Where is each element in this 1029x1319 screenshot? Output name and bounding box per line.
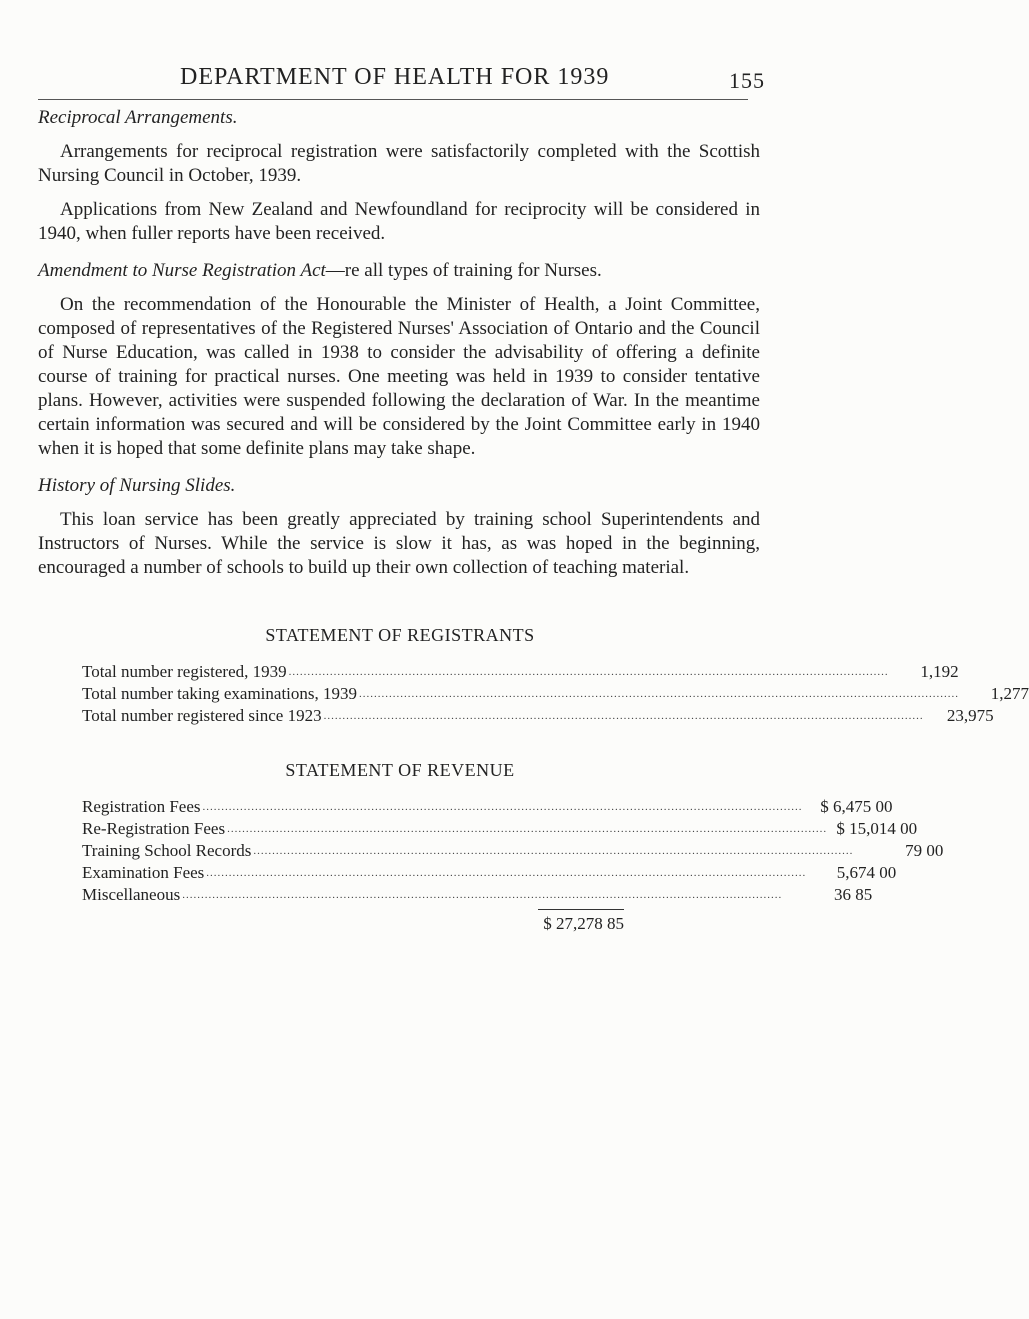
heading-amendment-line <box>38 259 760 283</box>
row-label: Total number registered since 1923 <box>82 706 322 725</box>
para-reciprocal-1: Arrangements for reciprocal registration were satisfactorily completed with the Scottish Nursing Council in October, 1939. <box>38 141 760 186</box>
header-rule <box>38 99 748 100</box>
row-label: Examination Fees <box>82 863 205 882</box>
row-value: $ 15,014 00 <box>836 819 918 838</box>
row-value: 1,277 <box>990 684 1029 703</box>
row-value: 36 85 <box>833 885 873 904</box>
page-number: 155 <box>729 68 765 93</box>
row-label: Total number taking examinations, 1939 <box>82 684 358 703</box>
revenue-row: Registration Fees ................................................................................................................................................................ $ 6,475 00 <box>82 797 893 816</box>
revenue-row: Miscellaneous ................................................................................................................................................................ 36 85 <box>82 885 873 904</box>
para-reciprocal-2: Applications from New Zealand and Newfoundland for reciprocity will be considered in 1940, when fuller reports have been received. <box>38 199 760 244</box>
row-label: Re-Registration Fees <box>82 819 226 838</box>
row-label: Total number registered, 1939 <box>82 662 287 681</box>
heading-amendment: Amendment to Nurse Registration Act <box>38 260 326 281</box>
para-slides: This loan service has been greatly appreciated by training school Superintendents and Instructors of Nurses. While the service is slow it has, as was hoped in the beginning, encouraged a number of schools to build up their own collection of teaching material. <box>38 509 760 578</box>
row-label: Training School Records <box>82 841 252 860</box>
row-value: 79 00 <box>905 841 944 860</box>
revenue-row: Training School Records ................................................................................................................................................................ 79 00 <box>82 841 944 860</box>
body-text <box>38 106 760 580</box>
revenue-total: $ 27,278 85 <box>543 914 624 933</box>
row-value: 1,192 <box>920 662 959 681</box>
registrants-row: Total number registered since 1923 ................................................................................................................................................................ 23,975 <box>82 706 994 725</box>
registrants-table <box>82 661 1029 727</box>
heading-reciprocal: Reciprocal Arrangements. <box>38 107 238 128</box>
row-value: 5,674 00 <box>836 863 897 882</box>
heading-amendment-suffix: —re all types of training for Nurses. <box>325 260 602 281</box>
row-value: 23,975 <box>946 706 994 725</box>
total-rule <box>538 909 624 910</box>
revenue-row: Re-Registration Fees ................................................................................................................................................................ $ 15,014 00 <box>82 819 918 838</box>
running-title: DEPARTMENT OF HEALTH FOR 1939 <box>180 64 610 90</box>
revenue-table <box>82 796 944 906</box>
revenue-row: Examination Fees ................................................................................................................................................................ 5,674 00 <box>82 863 897 882</box>
revenue-title: STATEMENT OF REVENUE <box>285 760 515 780</box>
row-label: Miscellaneous <box>82 885 181 904</box>
registrants-row: Total number registered, 1939 ................................................................................................................................................................ 1,192 <box>82 662 959 681</box>
row-value: $ 6,475 00 <box>820 797 893 816</box>
row-label: Registration Fees <box>82 797 201 816</box>
registrants-row: Total number taking examinations, 1939 ................................................................................................................................................................ 1,277 <box>82 684 1029 703</box>
registrants-title: STATEMENT OF REGISTRANTS <box>265 625 535 645</box>
para-amendment: On the recommendation of the Honourable the Minister of Health, a Joint Committee, composed of representatives of the Registered Nurses' Association of Ontario and the Council of Nurse Education, was called in 1938 to consider the advisability of offering a definite course of training for practical nurses. One meeting was held in 1939 to consider tentative plans. However, activities were suspended following the declaration of War. In the meantime certain information was secured and will be considered by the Joint Committee early in 1940 when it is hoped that some definite plans may take shape. <box>38 294 760 459</box>
heading-slides: History of Nursing Slides. <box>38 475 236 496</box>
